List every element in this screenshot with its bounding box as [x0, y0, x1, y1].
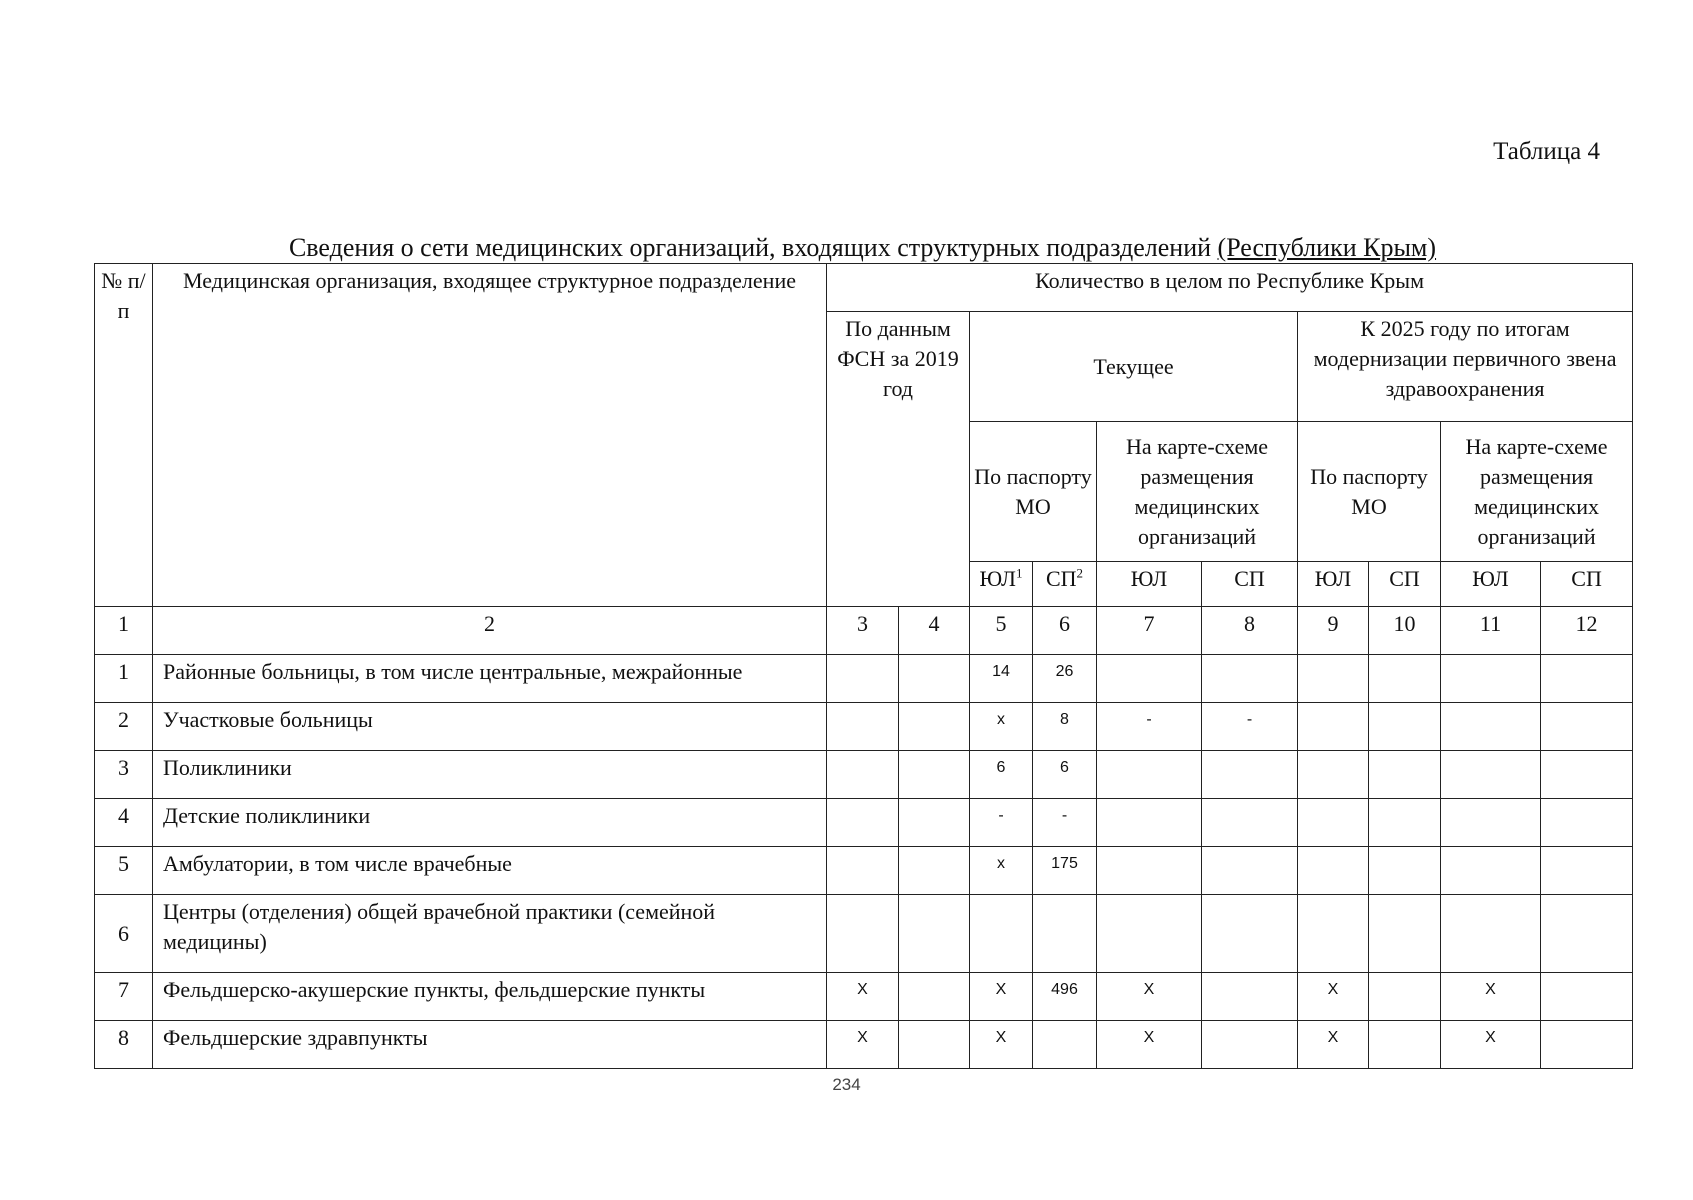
header-current: Текущее — [970, 312, 1298, 422]
row-cell-c8 — [1202, 895, 1298, 973]
row-organization-name: Фельдшерские здравпункты — [153, 1021, 827, 1069]
column-number: 1 — [95, 607, 153, 655]
row-cell-c11: X — [1441, 973, 1541, 1021]
row-number: 6 — [95, 895, 153, 973]
row-cell-c7 — [1097, 799, 1202, 847]
row-cell-c6 — [1033, 1021, 1097, 1069]
row-cell-c3 — [827, 799, 899, 847]
row-cell-c7: - — [1097, 703, 1202, 751]
row-cell-c3 — [827, 655, 899, 703]
header-total: Количество в целом по Республике Крым — [827, 264, 1633, 312]
row-cell-c7: X — [1097, 1021, 1202, 1069]
column-number: 12 — [1541, 607, 1633, 655]
row-cell-c6: 496 — [1033, 973, 1097, 1021]
header-yul: ЮЛ — [1097, 562, 1202, 607]
column-number: 2 — [153, 607, 827, 655]
row-cell-c4 — [899, 973, 970, 1021]
row-cell-c7 — [1097, 655, 1202, 703]
row-cell-c11 — [1441, 895, 1541, 973]
row-cell-c6: 175 — [1033, 847, 1097, 895]
row-cell-c10 — [1369, 895, 1441, 973]
title-region: (Республики Крым) — [1217, 233, 1437, 262]
row-cell-c7 — [1097, 895, 1202, 973]
column-number: 9 — [1298, 607, 1369, 655]
row-cell-c11 — [1441, 655, 1541, 703]
row-cell-c8 — [1202, 973, 1298, 1021]
row-cell-c9 — [1298, 895, 1369, 973]
column-number: 4 — [899, 607, 970, 655]
header-num: № п/п — [95, 264, 153, 607]
column-number: 5 — [970, 607, 1033, 655]
row-cell-c10 — [1369, 847, 1441, 895]
row-cell-c12 — [1541, 655, 1633, 703]
header-sp: СП — [1202, 562, 1298, 607]
medical-network-table — [94, 263, 1633, 1069]
row-cell-c7: X — [1097, 973, 1202, 1021]
column-number: 6 — [1033, 607, 1097, 655]
row-number: 5 — [95, 847, 153, 895]
table-row — [95, 751, 1633, 799]
header-sp: СП — [1541, 562, 1633, 607]
table-row — [95, 1021, 1633, 1069]
header-sp: СП — [1369, 562, 1441, 607]
header-future-passport: По паспорту МО — [1298, 422, 1441, 562]
row-cell-c6: 26 — [1033, 655, 1097, 703]
row-cell-c12 — [1541, 847, 1633, 895]
row-cell-c12 — [1541, 703, 1633, 751]
row-cell-c11: X — [1441, 1021, 1541, 1069]
table-row — [95, 799, 1633, 847]
row-cell-c12 — [1541, 751, 1633, 799]
table-row — [95, 847, 1633, 895]
column-number: 8 — [1202, 607, 1298, 655]
column-number: 7 — [1097, 607, 1202, 655]
row-cell-c9 — [1298, 703, 1369, 751]
row-cell-c4 — [899, 799, 970, 847]
table-row — [95, 703, 1633, 751]
row-cell-c10 — [1369, 973, 1441, 1021]
row-cell-c3 — [827, 847, 899, 895]
table-row — [95, 895, 1633, 973]
header-fsn: По данным ФСН за 2019 год — [827, 312, 970, 607]
row-cell-c3 — [827, 895, 899, 973]
header-yul: ЮЛ — [1441, 562, 1541, 607]
row-organization-name: Детские поликлиники — [153, 799, 827, 847]
row-cell-c3: X — [827, 973, 899, 1021]
row-number: 8 — [95, 1021, 153, 1069]
row-cell-c5: 14 — [970, 655, 1033, 703]
row-cell-c4 — [899, 895, 970, 973]
row-cell-c9 — [1298, 655, 1369, 703]
row-cell-c10 — [1369, 655, 1441, 703]
column-number-row — [95, 607, 1633, 655]
row-cell-c12 — [1541, 895, 1633, 973]
row-cell-c5: x — [970, 703, 1033, 751]
row-cell-c9: X — [1298, 973, 1369, 1021]
row-cell-c5: x — [970, 847, 1033, 895]
row-number: 3 — [95, 751, 153, 799]
header-current-passport: По паспорту МО — [970, 422, 1097, 562]
row-cell-c12 — [1541, 1021, 1633, 1069]
row-organization-name: Центры (отделения) общей врачебной практики (семейной медицины) — [153, 895, 827, 973]
row-cell-c5 — [970, 895, 1033, 973]
row-cell-c8 — [1202, 655, 1298, 703]
row-organization-name: Амбулатории, в том числе врачебные — [153, 847, 827, 895]
header-name: Медицинская организация, входящее структурное подразделение — [153, 264, 827, 607]
row-organization-name: Районные больницы, в том числе центральные, межрайонные — [153, 655, 827, 703]
row-cell-c5: X — [970, 973, 1033, 1021]
table-row — [95, 655, 1633, 703]
header-fsn-sp: $СП^2$ — [1033, 562, 1097, 607]
table-label: Таблица 4 — [1493, 138, 1600, 165]
row-cell-c5: 6 — [970, 751, 1033, 799]
column-number: 3 — [827, 607, 899, 655]
row-cell-c9 — [1298, 799, 1369, 847]
row-cell-c10 — [1369, 751, 1441, 799]
row-cell-c10 — [1369, 799, 1441, 847]
header-current-map: На карте-схеме размещения медицинских организаций — [1097, 422, 1298, 562]
row-cell-c11 — [1441, 751, 1541, 799]
document-title — [94, 233, 1631, 263]
row-cell-c6: 8 — [1033, 703, 1097, 751]
row-cell-c6: 6 — [1033, 751, 1097, 799]
row-cell-c9 — [1298, 751, 1369, 799]
title-main: Сведения о сети медицинских организаций, входящих структурных подразделений — [288, 233, 1218, 262]
row-cell-c9 — [1298, 847, 1369, 895]
header-row-1 — [95, 264, 1633, 312]
table-row — [95, 973, 1633, 1021]
row-number: 1 — [95, 655, 153, 703]
row-cell-c10 — [1369, 1021, 1441, 1069]
row-cell-c8 — [1202, 1021, 1298, 1069]
row-cell-c5: - — [970, 799, 1033, 847]
row-cell-c9: X — [1298, 1021, 1369, 1069]
header-future-map: На карте-схеме размещения медицинских организаций — [1441, 422, 1633, 562]
row-cell-c3: X — [827, 1021, 899, 1069]
column-number: 10 — [1369, 607, 1441, 655]
row-cell-c8 — [1202, 847, 1298, 895]
row-number: 4 — [95, 799, 153, 847]
row-cell-c11 — [1441, 847, 1541, 895]
row-cell-c7 — [1097, 751, 1202, 799]
row-cell-c4 — [899, 751, 970, 799]
row-cell-c6 — [1033, 895, 1097, 973]
row-cell-c7 — [1097, 847, 1202, 895]
row-cell-c12 — [1541, 799, 1633, 847]
row-cell-c4 — [899, 655, 970, 703]
table-body — [95, 655, 1633, 1069]
header-future: К 2025 году по итогам модернизации первичного звена здравоохранения — [1298, 312, 1633, 422]
row-organization-name: Участковые больницы — [153, 703, 827, 751]
row-organization-name: Поликлиники — [153, 751, 827, 799]
row-cell-c8 — [1202, 751, 1298, 799]
row-cell-c4 — [899, 847, 970, 895]
row-cell-c3 — [827, 703, 899, 751]
row-cell-c4 — [899, 703, 970, 751]
row-cell-c10 — [1369, 703, 1441, 751]
row-cell-c11 — [1441, 703, 1541, 751]
row-cell-c6: - — [1033, 799, 1097, 847]
row-cell-c4 — [899, 1021, 970, 1069]
row-cell-c5: X — [970, 1021, 1033, 1069]
row-cell-c12 — [1541, 973, 1633, 1021]
header-yul: ЮЛ — [1298, 562, 1369, 607]
column-number: 11 — [1441, 607, 1541, 655]
row-cell-c11 — [1441, 799, 1541, 847]
row-cell-c8 — [1202, 799, 1298, 847]
row-cell-c8: - — [1202, 703, 1298, 751]
header-fsn-yul: $ЮЛ^1$ — [970, 562, 1033, 607]
page-number: 234 — [832, 1075, 861, 1094]
row-number: 2 — [95, 703, 153, 751]
row-organization-name: Фельдшерско-акушерские пункты, фельдшерские пункты — [153, 973, 827, 1021]
row-cell-c3 — [827, 751, 899, 799]
row-number: 7 — [95, 973, 153, 1021]
